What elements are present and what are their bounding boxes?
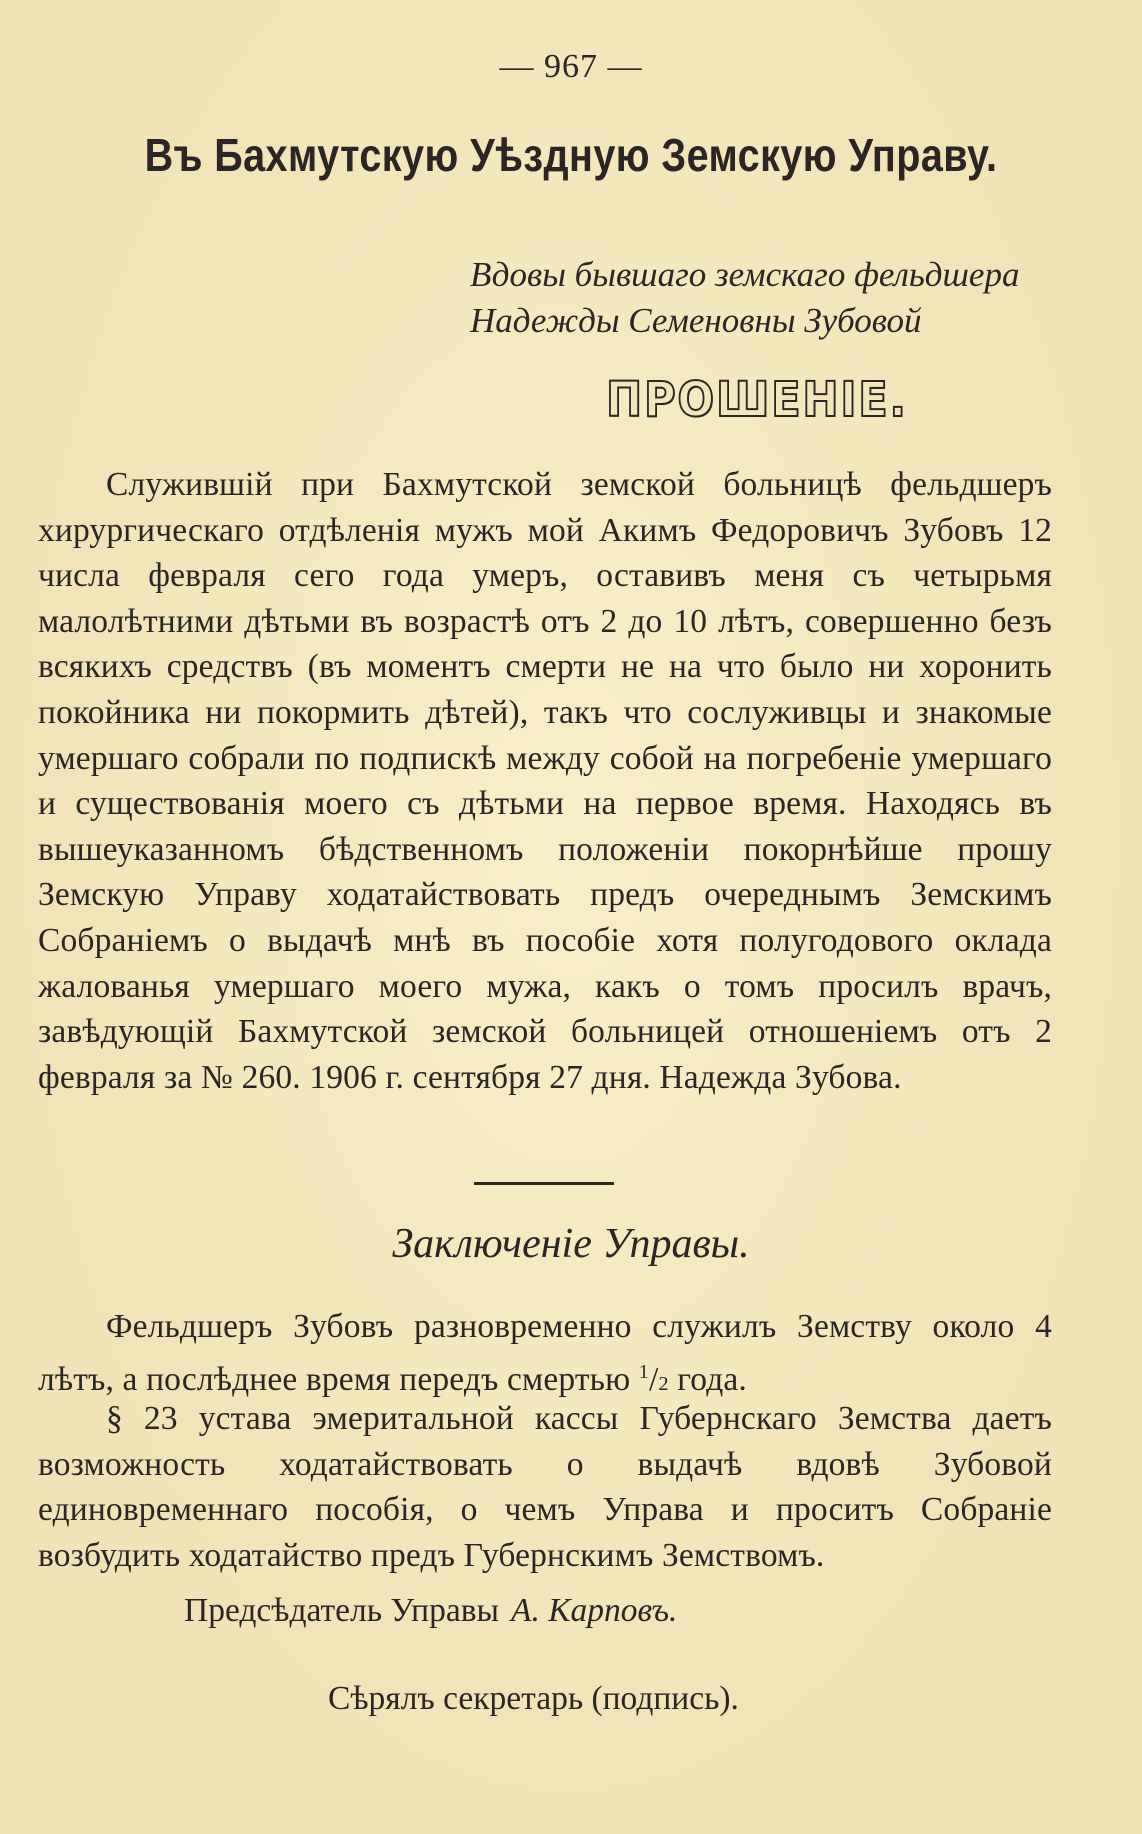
signer-title: Предсѣдатель Управы (184, 1592, 500, 1629)
page-number: — 967 — (499, 48, 643, 85)
fraction-denominator: 2 (658, 1372, 669, 1395)
petitioner-line-2: Надежды Семеновны Зубовой (470, 301, 922, 340)
addressee-heading: Въ Бахмутскую Уѣздную Земскую Управу. (144, 129, 998, 181)
section-divider (474, 1182, 614, 1185)
verification-line: Сѣрялъ секретарь (подпись). (328, 1680, 739, 1717)
conclusion-paragraph-1-text-a: Фельдшеръ Зубовъ разновременно служилъ Земству около 4 лѣтъ, а послѣднее время передъ смертью (38, 1308, 1052, 1398)
conclusion-paragraph-1-text-b: года. (668, 1360, 747, 1398)
petitioner-line-1: Вдовы бывшаго земскаго фельдшера (470, 255, 1020, 294)
document-type-heading: ПРОШЕНІЕ. (606, 372, 908, 428)
petition-paragraph: Служившій при Бахмутской земской больницѣ фельдшеръ хирургическаго отдѣленія мужъ мой Акимъ Федоровичъ Зубовъ 12 числа февраля сего года умеръ, оставивъ меня съ четырьмя малолѣтними дѣтьми въ возрастѣ отъ 2 до 10 лѣтъ, совершенно безъ всякихъ средствъ (въ моментъ смерти не на что было ни хоронить покойника ни покормить дѣтей), такъ что сослуживцы и знакомые умершаго собрали по подпискѣ между собой на погребеніе умершаго и существованія моего съ дѣтьми на первое время. Находясь въ вышеуказанномъ бѣдственномъ положеніи покорнѣйше прошу Земскую Управу ходатайствовать предъ очереднымъ Земскимъ Собраніемъ о выдачѣ мнѣ въ пособіе хотя полугодового оклада жалованья умершаго моего мужа, какъ о томъ просилъ врачъ, завѣдующій Бахмутской земской больницей отношеніемъ отъ 2 февраля за № 260. 1906 г. сентября 27 дня. Надежда Зубова. (38, 466, 1052, 1096)
conclusion-paragraph-2: § 23 устава эмеритальной кассы Губернскаго Земства даетъ возможность ходатайствовать о выдачѣ вдовѣ Зубовой единовременнаго пособія, о чемъ Управа и проситъ Собраніе возбудить ходатайство предъ Губернскимъ Земствомъ. (38, 1400, 1052, 1574)
signer-name: А. Карповъ. (511, 1592, 678, 1629)
conclusion-title: Заключеніе Управы. (392, 1221, 750, 1267)
signature-line (184, 1592, 677, 1630)
petitioner-block (470, 252, 1019, 344)
conclusion-paragraph-1: Фельдшеръ Зубовъ разновременно служилъ Земству около 4 лѣтъ, а послѣднее время передъ смертью $^1$/2 года. (38, 1308, 1052, 1398)
fraction-numerator: 1 (638, 1360, 649, 1383)
